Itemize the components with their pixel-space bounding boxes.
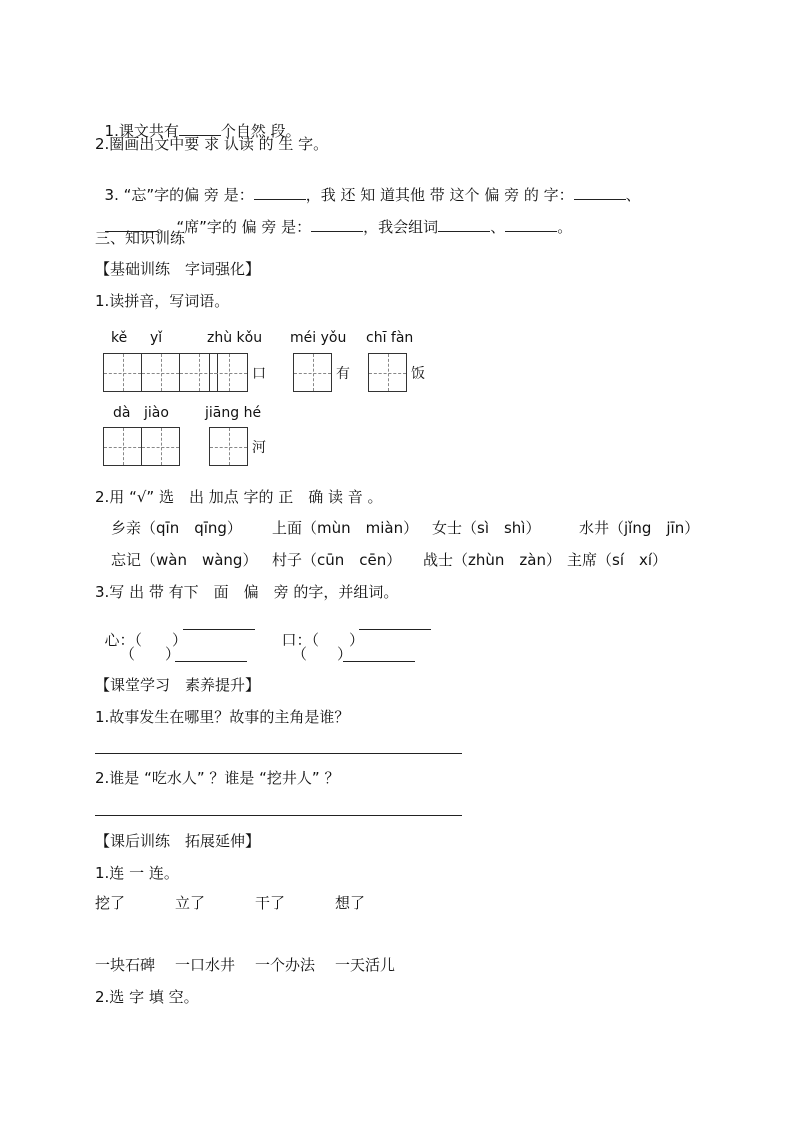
suffix-you: 有: [336, 366, 350, 382]
classroom-header: 【课堂学习 素养提升】: [95, 676, 261, 694]
pinyin-ke: kě: [111, 330, 128, 346]
matching-verb[interactable]: 干了: [255, 894, 286, 912]
answer-line[interactable]: [359, 629, 431, 630]
pinyin-question-title: 1.读拼音，写词语。: [95, 292, 230, 310]
writing-cell[interactable]: [209, 353, 248, 392]
blank-wang-radical[interactable]: [254, 185, 306, 200]
radical-kou-row1: 口：（ ）: [281, 631, 365, 649]
pronunciation-item[interactable]: 忘记（wàn wàng）: [111, 551, 258, 569]
pinyin-meiyou: méi yǒu: [290, 330, 347, 346]
writing-cell[interactable]: [103, 353, 142, 392]
blank-word-1[interactable]: [438, 217, 490, 232]
writing-grid-chifan[interactable]: [368, 353, 406, 392]
blank-word-2[interactable]: [505, 217, 557, 232]
section-title: 三、知识训练: [95, 229, 186, 247]
radical-xin-row1: 心：（ ）: [104, 631, 188, 649]
classroom-question-2: 2.谁是 “吃水人” ？谁是 “挖井人” ？: [95, 769, 340, 787]
blank-xi-radical[interactable]: [311, 217, 363, 232]
matching-object[interactable]: 一块石碑: [95, 956, 156, 974]
pronunciation-item[interactable]: 乡亲（qīn qīng）: [111, 519, 242, 537]
after-class-header: 【课后训练 拓展延伸】: [95, 832, 261, 850]
pinyin-da: dà: [113, 405, 131, 421]
pronunciation-item[interactable]: 村子（cūn cēn）: [272, 551, 402, 569]
question-paragraph-count: 1.课文共有 个自然 段。: [104, 122, 301, 140]
question-radical-line2: 。 “席”字的 偏 旁 是： ，我会组词 、 。: [95, 199, 572, 236]
matching-object[interactable]: 一口水井: [175, 956, 236, 974]
matching-verb[interactable]: 想了: [335, 894, 366, 912]
fill-in-question-title: 2.选 字 填 空。: [95, 988, 199, 1006]
basic-training-header: 【基础训练 字词强化】: [95, 260, 261, 278]
question-circle-characters: 2.圈画出文中要 求 认读 的 生 字。: [95, 135, 329, 153]
pinyin-zhukou: zhù kǒu: [207, 330, 263, 346]
matching-verb[interactable]: 挖了: [95, 894, 126, 912]
suffix-fan: 饭: [411, 366, 425, 382]
blank-paragraph-count[interactable]: [179, 121, 221, 136]
pronunciation-item[interactable]: 水井（jǐng jīn）: [579, 519, 700, 537]
answer-line[interactable]: [183, 629, 255, 630]
writing-cell[interactable]: [368, 353, 407, 392]
writing-cell[interactable]: [209, 427, 248, 466]
writing-grid-keyi[interactable]: [103, 353, 217, 392]
pinyin-chifan: chī fàn: [366, 330, 414, 346]
writing-grid-meiyou[interactable]: [293, 353, 331, 392]
pronunciation-item[interactable]: 战士（zhùn zàn）: [423, 551, 561, 569]
question-radical-line1: 3. “忘”字的偏 旁 是： ，我 还 知 道其他 带 这个 偏 旁 的 字： 、: [104, 186, 641, 204]
writing-cell[interactable]: [141, 427, 180, 466]
writing-grid-jianghe[interactable]: [209, 427, 247, 466]
answer-line[interactable]: [95, 753, 462, 754]
suffix-kou: 口: [252, 366, 266, 382]
radical-xin-row2: （ ）: [120, 645, 181, 663]
matching-question-title: 1.连 一 连。: [95, 864, 179, 882]
blank-other-char-1[interactable]: [574, 185, 626, 200]
pinyin-jianghe: jiāng hé: [205, 405, 262, 421]
writing-cell[interactable]: [141, 353, 180, 392]
classroom-question-1: 1.故事发生在哪里？故事的主角是谁？: [95, 708, 350, 726]
radical-kou-row2: （ ）: [292, 645, 353, 663]
suffix-he: 河: [252, 440, 266, 456]
answer-line[interactable]: [343, 661, 415, 662]
matching-object[interactable]: 一个办法: [255, 956, 316, 974]
writing-cell[interactable]: [293, 353, 332, 392]
pronunciation-item[interactable]: 上面（mùn miàn）: [272, 519, 419, 537]
pinyin-yi: yǐ: [150, 330, 163, 346]
pronunciation-item[interactable]: 女士（sì shì）: [432, 519, 541, 537]
radical-question-title: 3.写 出 带 有下 面 偏 旁 的字，并组词。: [95, 583, 399, 601]
writing-grid-dajiao[interactable]: [103, 427, 179, 466]
pinyin-jiao: jiào: [144, 405, 169, 421]
answer-line[interactable]: [95, 815, 462, 816]
pronunciation-question-title: 2.用 “√” 选 出 加点 字的 正 确 读 音 。: [95, 488, 383, 506]
writing-cell[interactable]: [103, 427, 142, 466]
answer-line[interactable]: [175, 661, 247, 662]
pronunciation-item[interactable]: 主席（sí xí）: [567, 551, 668, 569]
writing-grid-zhukou[interactable]: [209, 353, 247, 392]
matching-verb[interactable]: 立了: [175, 894, 206, 912]
matching-object[interactable]: 一天活儿: [335, 956, 396, 974]
